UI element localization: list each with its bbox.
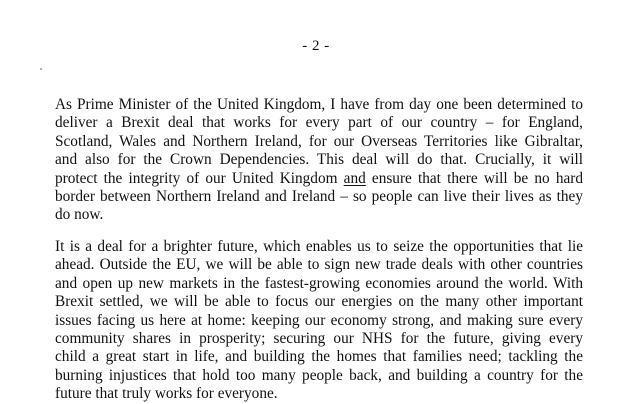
- paragraph-2-line-4: Brexit settled, we will be able to focus our energies on the many other important: [55, 293, 583, 311]
- paragraph-1-line-2: deliver a Brexit deal that works for every part of our country – for England,: [55, 114, 583, 132]
- paragraph-2-line-1: It is a deal for a brighter future, which enables us to seize the opportunities that lie: [55, 238, 583, 255]
- paragraph-1-line-7: do now.: [55, 206, 104, 224]
- paragraph-2-line-3: and open up new markets in the fastest-growing economies around the world. With: [55, 274, 583, 292]
- page-number: - 2 -: [302, 38, 330, 54]
- paragraph-2-line-2: ahead. Outside the EU, we will be able to sign new trade deals with other countries: [55, 256, 583, 274]
- paragraph-2-line-5: issues facing us here at home: keeping our economy strong, and making sure every: [55, 311, 583, 329]
- paragraph-2-line-6: community shares in prosperity; securing our NHS for the future, giving every: [55, 330, 583, 348]
- paragraph-1-line-4: and also for the Crown Dependencies. This deal will do that. Crucially, it will: [55, 151, 583, 169]
- paragraph-1: [55, 96, 583, 225]
- scan-speck: [40, 68, 42, 70]
- paragraph-1-line-6: border between Northern Ireland and Ireland – so people can live their lives as they: [55, 188, 583, 206]
- paragraph-1-line-1: As Prime Minister of the United Kingdom, I have from day one been determined to: [55, 96, 583, 113]
- paragraph-2-line-8: burning injustices that hold too many people back, and building a country for the: [55, 366, 583, 384]
- paragraph-2-line-7: child a great start in life, and building the homes that families need; tackling the: [55, 348, 583, 366]
- underlined-word: and: [343, 169, 366, 187]
- paragraph-2: [55, 238, 583, 404]
- paragraph-1-line-3: Scotland, Wales and Northern Ireland, for our Overseas Territories like Gibraltar,: [55, 132, 583, 150]
- paragraph-1-line-5: protect the integrity of our United Kingdom and ensure that there will be no hard: [55, 169, 583, 187]
- paragraph-2-line-9: future that truly works for everyone.: [55, 385, 278, 403]
